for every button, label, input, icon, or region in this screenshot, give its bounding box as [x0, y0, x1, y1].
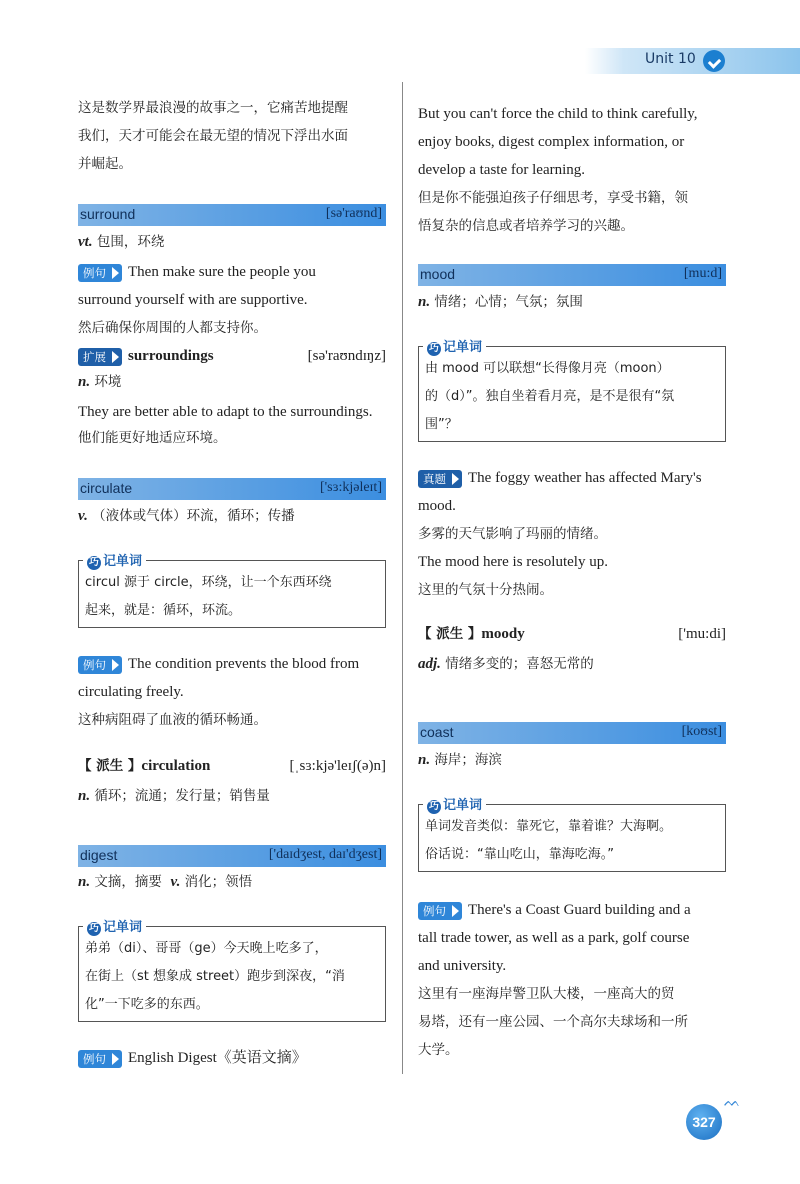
phonetic: ['sɜ:kjəleɪt]: [319, 480, 382, 495]
memo-line: 围”？: [425, 417, 458, 432]
phonetic: [mu:d]: [683, 266, 722, 281]
unit-header: [585, 48, 800, 74]
memo-line: 由 mood 可以联想“长得像月亮（moon）: [425, 361, 670, 376]
intro-line-2: 我们，天才可能会在最无望的情况下浮出水面: [78, 128, 348, 144]
derivative: 【 派生 】circulation [ˌsɜ:kjə'leɪʃ(ə)n]: [78, 758, 386, 774]
example: 例句 There's a Coast Guard building and a: [418, 896, 691, 924]
derivative-definition: adj. 情绪多变的；喜怒无常的: [418, 656, 594, 672]
example: 例句 English Digest《英语文摘》: [78, 1044, 307, 1072]
memo-line: 的（d）”。独自坐着看月亮，是不是很有“氛: [425, 389, 675, 404]
headword: digest: [80, 847, 118, 863]
headword: coast: [420, 724, 454, 740]
column-divider: [402, 82, 403, 1074]
headword: surround: [80, 206, 136, 222]
example-translation: 大学。: [418, 1042, 459, 1058]
memo-icon: 巧: [429, 801, 439, 812]
example: 例句 The condition prevents the blood from: [78, 650, 359, 678]
entry-header-coast: [418, 722, 726, 744]
example-2-translation: 这里的气氛十分热闹。: [418, 582, 553, 598]
example-translation: 多雾的天气影响了玛丽的情绪。: [418, 526, 607, 542]
derivative-tag: 【 派生 】: [418, 626, 482, 642]
memo-title: 巧 记单词: [423, 336, 486, 356]
unit-label: Unit 10: [645, 51, 696, 67]
memo-line: 弟弟（di）、哥哥（ge）今天晚上吃多了，: [85, 941, 328, 956]
exam-tag: 真题: [418, 470, 462, 488]
example-2: The mood here is resolutely up.: [418, 554, 608, 570]
memo-box: [418, 340, 726, 442]
phonetic: [sə'raʊnd]: [325, 206, 382, 221]
example-translation: 然后确保你周围的人都支持你。: [78, 320, 267, 336]
example-tag: 例句: [78, 656, 122, 674]
memo-box: [78, 554, 386, 628]
memo-line: 单词发音类似：靠死它，靠着谁？大海啊。: [425, 819, 673, 834]
memo-line: circul 源于 circle，环绕，让一个东西环绕: [85, 575, 332, 590]
intro-en-1: But you can't force the child to think carefully,: [418, 106, 698, 122]
intro-line-1: 这是数学界最浪漫的故事之一，它痛苦地提醒: [78, 100, 348, 116]
page-number: 327: [686, 1104, 722, 1140]
example: 真题 The foggy weather has affected Mary's: [418, 464, 702, 492]
entry-header-digest: [78, 845, 386, 867]
example-cont: circulating freely.: [78, 684, 184, 700]
memo-icon: 巧: [429, 343, 439, 354]
derivative: 【 派生 】moody ['mu:di]: [418, 626, 726, 642]
example-cont: surround yourself with are supportive.: [78, 292, 308, 308]
extension-example: They are better able to adapt to the surroundings.: [78, 404, 373, 420]
memo-title: 巧 记单词: [423, 794, 486, 814]
definition: v. （液体或气体）环流，循环；传播: [78, 508, 295, 524]
headword: circulate: [80, 480, 133, 496]
definition: n. 文摘，摘要 v. 消化；领悟: [78, 874, 253, 890]
example-tag: 例句: [78, 264, 122, 282]
memo-title: 巧 记单词: [83, 916, 146, 936]
definition: n. 情绪；心情；气氛；氛围: [418, 294, 583, 310]
intro-en-3: develop a taste for learning.: [418, 162, 586, 178]
extension-translation: 他们能更好地适应环境。: [78, 430, 227, 446]
phonetic: [koʊst]: [681, 724, 722, 739]
intro-cn-1: 但是你不能强迫孩子仔细思考，享受书籍，领: [418, 190, 688, 206]
intro-en-2: enjoy books, digest complex information, or: [418, 134, 685, 150]
extension: 扩展 surroundings [sə'raʊndɪŋz]: [78, 342, 386, 370]
intro-line-3: 并崛起。: [78, 156, 132, 172]
example-cont: and university.: [418, 958, 507, 974]
derivative-definition: n. 循环；流通；发行量；销售量: [78, 788, 270, 804]
definition: vt. 包围，环绕: [78, 234, 165, 250]
memo-box: [418, 798, 726, 872]
extension-tag: 扩展: [78, 348, 122, 366]
memo-icon: 巧: [89, 923, 99, 934]
chevron-down-icon: [703, 50, 725, 72]
intro-cn-2: 悟复杂的信息或者培养学习的兴趣。: [418, 218, 634, 234]
example-cont: mood.: [418, 498, 456, 514]
phonetic: ['daɪdʒest, daɪ'dʒest]: [268, 847, 382, 862]
extension-definition: n. 环境: [78, 374, 122, 390]
memo-line: 俗话说：“靠山吃山，靠海吃海。”: [425, 847, 614, 862]
memo-line: 在街上（st 想象成 street）跑步到深夜，“消: [85, 969, 345, 984]
definition: n. 海岸；海滨: [418, 752, 502, 768]
memo-line: 起来，就是：循环，环流。: [85, 603, 242, 618]
memo-line: 化”一下吃多的东西。: [85, 997, 209, 1012]
example: 例句 Then make sure the people you: [78, 258, 316, 286]
entry-header-mood: [418, 264, 726, 286]
headword: mood: [420, 266, 456, 282]
memo-icon: 巧: [89, 557, 99, 568]
example-translation: 这种病阻碍了血液的循环畅通。: [78, 712, 267, 728]
example-tag: 例句: [418, 902, 462, 920]
entry-header-circulate: [78, 478, 386, 500]
memo-title: 巧 记单词: [83, 550, 146, 570]
example-translation: 这里有一座海岸警卫队大楼，一座高大的贸: [418, 986, 675, 1002]
derivative-tag: 【 派生 】: [78, 758, 142, 774]
example-translation: 易塔，还有一座公园、一个高尔夫球场和一所: [418, 1014, 688, 1030]
seagull-icon: ᨓ: [724, 1094, 741, 1110]
entry-header-surround: [78, 204, 386, 226]
example-tag: 例句: [78, 1050, 122, 1068]
example-cont: tall trade tower, as well as a park, golf course: [418, 930, 690, 946]
memo-box: [78, 920, 386, 1022]
